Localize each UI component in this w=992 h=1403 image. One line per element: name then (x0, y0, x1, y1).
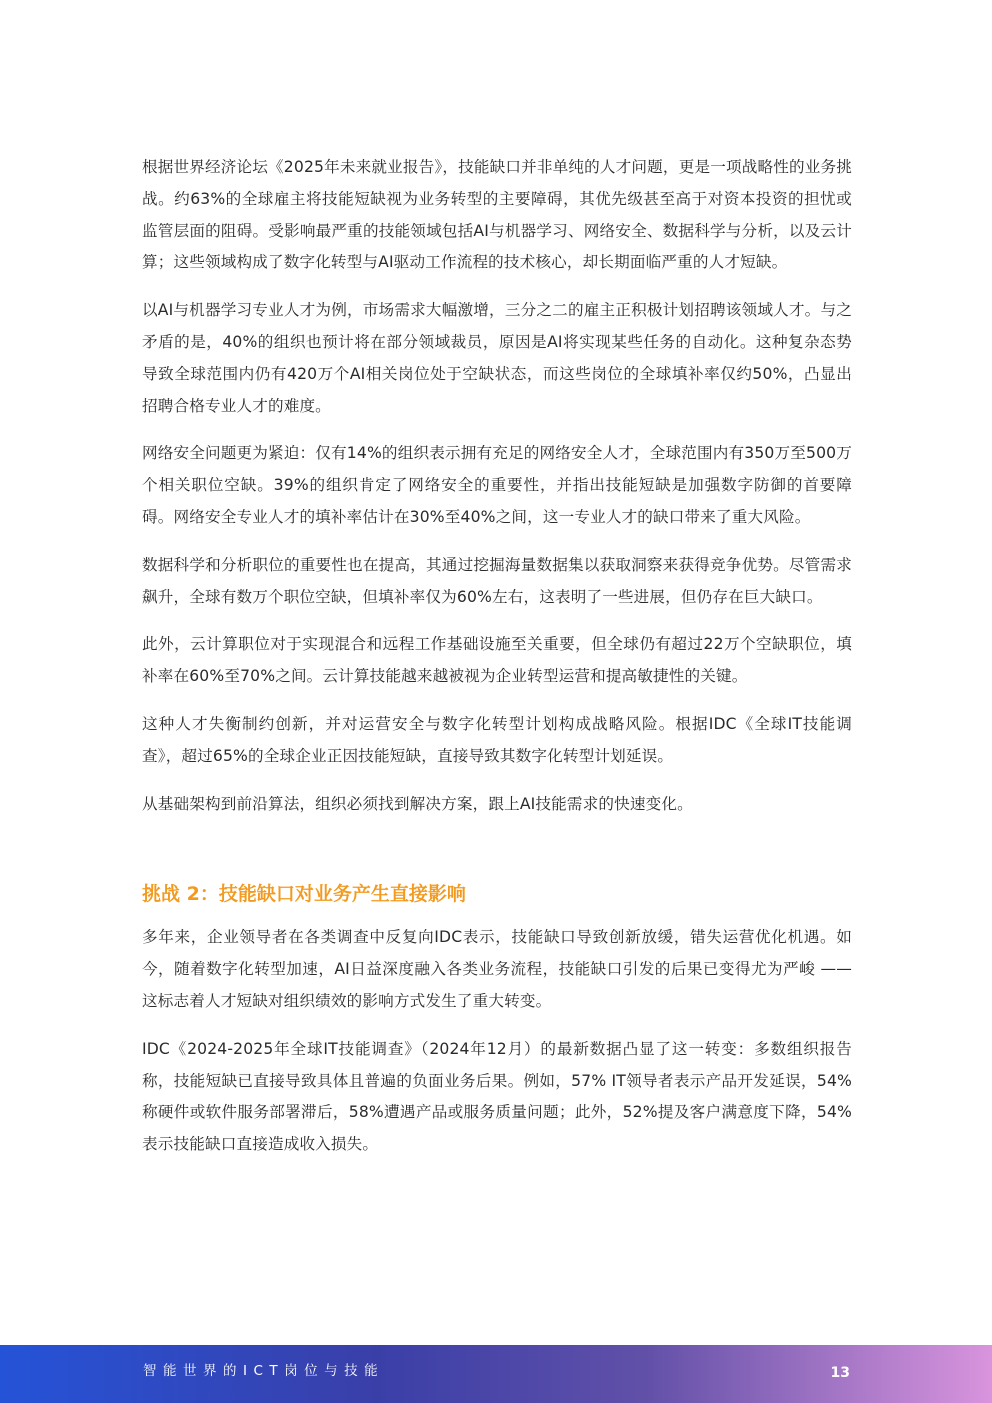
body-paragraph: 多年来，企业领导者在各类调查中反复向IDC表示，技能缺口导致创新放缓，错失运营优化机遇。如今，随着数字化转型加速，AI日益深度融入各类业务流程，技能缺口引发的后果已变得尤为严峻 —— 这标志着人才短缺对组织绩效的影响方式发生了重大转变。 (142, 928, 852, 1010)
page-number: 13 (830, 1365, 850, 1381)
body-paragraph: 根据世界经济论坛《2025年未来就业报告》，技能缺口并非单纯的人才问题，更是一项战略性的业务挑战。约63%的全球雇主将技能短缺视为业务转型的主要障碍，其优先级甚至高于对资本投资的担忧或监管层面的阻碍。受影响最严重的技能领域包括AI与机器学习、网络安全、数据科学与分析，以及云计算；这些领域构成了数字化转型与AI驱动工作流程的技术核心，却长期面临严重的人才短缺。 (142, 158, 852, 272)
body-paragraph: 数据科学和分析职位的重要性也在提高，其通过挖掘海量数据集以获取洞察来获得竞争优势。尽管需求飙升，全球有数万个职位空缺，但填补率仅为60%左右，这表明了一些进展，但仍存在巨大缺口。 (142, 555, 852, 606)
footer-title: 智能世界的ICT岗位与技能 (143, 1363, 385, 1379)
body-paragraph: 这种人才失衡制约创新，并对运营安全与数字化转型计划构成战略风险。根据IDC《全球IT技能调查》，超过65%的全球企业正因技能短缺，直接导致其数字化转型计划延误。 (142, 714, 852, 765)
section-heading: 挑战 2：技能缺口对业务产生直接影响 (142, 883, 466, 906)
body-paragraph: 以AI与机器学习专业人才为例，市场需求大幅激增，三分之二的雇主正积极计划招聘该领域人才。与之矛盾的是，40%的组织也预计将在部分领域裁员，原因是AI将实现某些任务的自动化。这种复杂态势导致全球范围内仍有420万个AI相关岗位处于空缺状态，而这些岗位的全球填补率仅约50%，凸显出招聘合格专业人才的难度。 (142, 301, 852, 415)
page-footer (0, 1345, 992, 1403)
body-paragraph: 从基础架构到前沿算法，组织必须找到解决方案，跟上AI技能需求的快速变化。 (142, 794, 693, 813)
body-paragraph: IDC《2024-2025年全球IT技能调查》（2024年12月）的最新数据凸显了这一转变：多数组织报告称，技能短缺已直接导致具体且普遍的负面业务后果。例如，57% IT领导者表示产品开发延误，54%称硬件或软件服务部署滞后，58%遭遇产品或服务质量问题；此外，52%提及客户满意度下降，54%表示技能缺口直接造成收入损失。 (142, 1039, 852, 1154)
body-paragraph: 网络安全问题更为紧迫：仅有14%的组织表示拥有充足的网络安全人才，全球范围内有350万至500万个相关职位空缺。39%的组织肯定了网络安全的重要性，并指出技能短缺是加强数字防御的首要障碍。网络安全专业人才的填补率估计在30%至40%之间，这一专业人才的缺口带来了重大风险。 (142, 444, 852, 526)
document-body (142, 152, 852, 1177)
body-paragraph: 此外，云计算职位对于实现混合和远程工作基础设施至关重要，但全球仍有超过22万个空缺职位，填补率在60%至70%之间。云计算技能越来越被视为企业转型运营和提高敏捷性的关键。 (142, 635, 852, 686)
